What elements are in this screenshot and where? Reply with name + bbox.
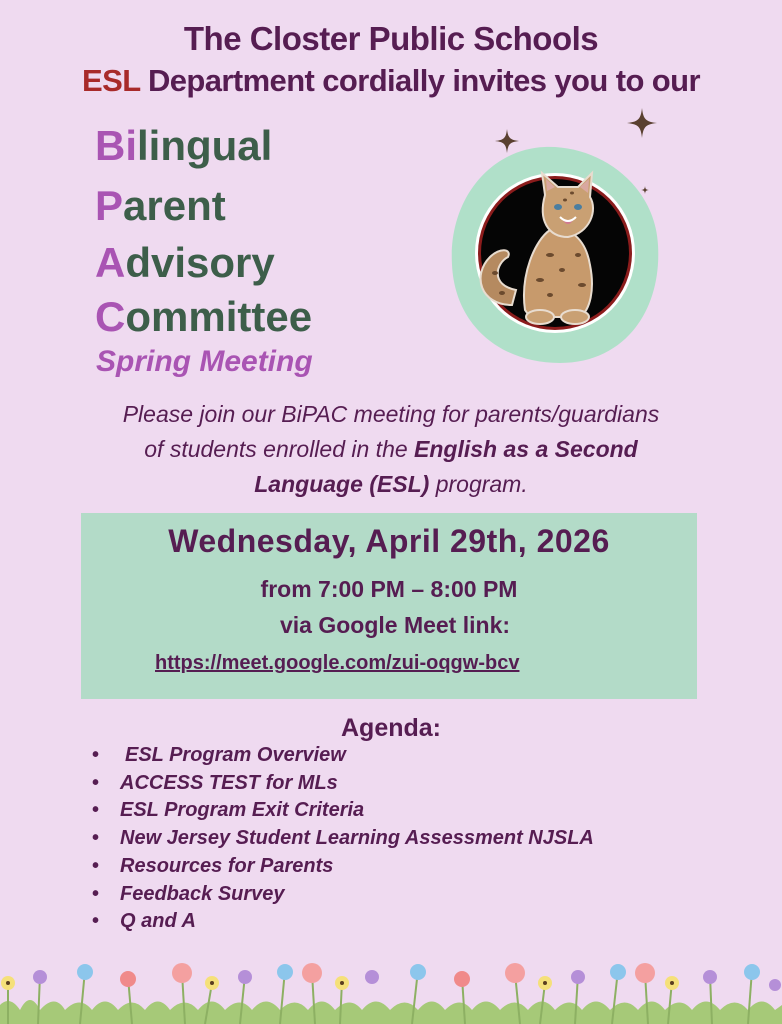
agenda-item xyxy=(92,742,594,770)
bullet-icon: • xyxy=(92,882,100,905)
school-name-heading: The Closter Public Schools xyxy=(183,20,599,57)
meeting-subtitle: Spring Meeting xyxy=(96,345,313,378)
cougar-mascot-logo xyxy=(450,145,660,365)
intro-line-3 xyxy=(0,467,782,502)
agenda-item-text: ESL Program Exit Criteria xyxy=(120,799,365,822)
intro-line-2 xyxy=(0,432,782,467)
agenda-item xyxy=(92,881,594,909)
program-name-bold: English as a Second xyxy=(414,436,638,462)
acronym-line-bilingual xyxy=(95,122,273,169)
acronym-rest: arent xyxy=(123,182,226,229)
flower-border-icon xyxy=(0,955,782,1024)
acronym-lead: C xyxy=(95,293,126,340)
program-name-bold: Language (ESL) xyxy=(254,471,430,497)
intro-text: program. xyxy=(429,471,528,497)
intro-line-1: Please join our BiPAC meeting for parents/guardians xyxy=(122,401,660,427)
agenda-item-text: Resources for Parents xyxy=(120,854,334,877)
acronym-rest: dvisory xyxy=(125,239,275,286)
agenda-item-text: New Jersey Student Learning Assessment NJSLA xyxy=(120,827,594,850)
acronym-rest: ommittee xyxy=(125,293,313,340)
bullet-icon: • xyxy=(92,744,100,766)
bullet-icon: • xyxy=(92,910,100,933)
bullet-icon: • xyxy=(92,771,100,794)
acronym-lead: P xyxy=(95,182,124,229)
acronym-lead: Bi xyxy=(95,122,137,169)
agenda-item xyxy=(92,770,594,798)
agenda-item xyxy=(92,908,594,936)
invitation-text: Department cordially invites you to our xyxy=(139,63,700,98)
event-date: Wednesday, April 29th, 2026 xyxy=(168,523,610,559)
intro-paragraph xyxy=(0,397,782,502)
intro-text: of students enrolled in the xyxy=(144,436,415,462)
agenda-item-text: ACCESS TEST for MLs xyxy=(120,771,338,794)
invitation-heading xyxy=(0,63,782,99)
sparkle-icon xyxy=(627,107,657,139)
agenda-item xyxy=(92,797,594,825)
acronym-line-advisory xyxy=(95,239,275,286)
agenda-item xyxy=(92,825,594,853)
bullet-icon: • xyxy=(92,854,100,877)
agenda-item-text: Feedback Survey xyxy=(120,882,285,905)
acronym-rest: lingual xyxy=(137,122,273,169)
bullet-icon: • xyxy=(92,799,100,822)
event-time: from 7:00 PM – 8:00 PM xyxy=(260,576,518,602)
esl-label: ESL xyxy=(82,63,140,98)
google-meet-link[interactable]: https://meet.google.com/zui-oqgw-bcv xyxy=(155,652,520,674)
acronym-lead: A xyxy=(95,239,126,286)
agenda-item-text: Q and A xyxy=(120,910,196,933)
agenda-list xyxy=(92,742,594,936)
acronym-line-committee xyxy=(95,293,313,340)
agenda-item-text: ESL Program Overview xyxy=(125,744,346,766)
event-via-label: via Google Meet link: xyxy=(279,612,511,638)
acronym-line-parent xyxy=(95,182,226,229)
bullet-icon: • xyxy=(92,827,100,850)
agenda-title: Agenda: xyxy=(341,714,441,742)
agenda-item xyxy=(92,853,594,881)
